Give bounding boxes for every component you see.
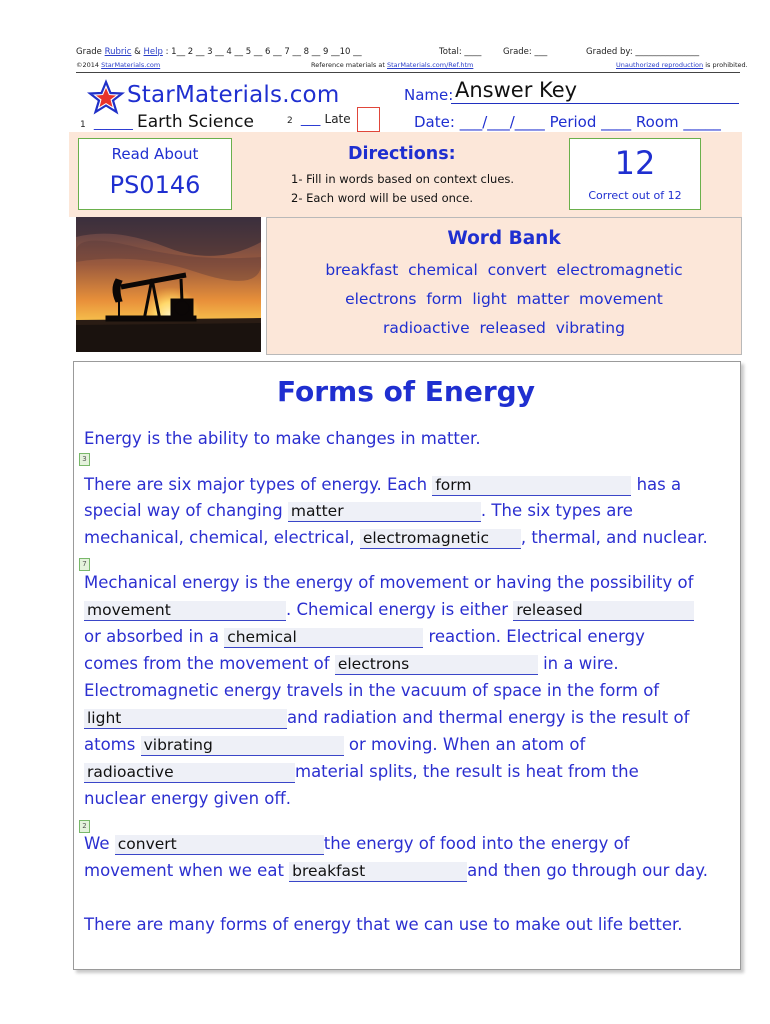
period-line[interactable]: ____ xyxy=(601,113,632,131)
p2-text-11: material splits, the result is heat from the xyxy=(295,762,639,781)
unauthorized-link[interactable]: Unauthorized reproduction xyxy=(616,61,704,69)
name-value: Answer Key xyxy=(455,78,578,102)
passage-title: Forms of Energy xyxy=(277,375,535,408)
p1-text-3: special way of changing xyxy=(84,501,283,520)
period-label: Period xyxy=(549,113,597,131)
subject-value: Earth Science xyxy=(137,112,254,132)
field1-number: 1 xyxy=(80,120,86,130)
p2-line-6 xyxy=(84,705,689,732)
directions-title: Directions: xyxy=(348,144,456,164)
direction-item-1: 1- Fill in words based on context clues. xyxy=(291,172,515,186)
direction-item-2: 2- Each word will be used once. xyxy=(291,191,473,205)
blank-breakfast[interactable]: breakfast xyxy=(289,862,467,882)
blank-radioactive[interactable]: radioactive xyxy=(84,763,295,783)
p3-text-2: the energy of food into the energy of xyxy=(323,834,630,853)
passage-closing: There are many forms of energy that we can use to make out life better. xyxy=(84,915,683,934)
blank-matter[interactable]: matter xyxy=(288,502,481,522)
question-count-1: 3 xyxy=(79,453,90,466)
help-link[interactable]: Help xyxy=(143,47,163,57)
total-field: Total: ____ xyxy=(439,47,482,57)
p2-text-4: reaction. Electrical energy xyxy=(428,627,645,646)
date-label: Date: xyxy=(414,113,455,131)
reference-line xyxy=(311,61,473,69)
p2-line-2 xyxy=(84,597,694,624)
room-label: Room xyxy=(635,113,679,131)
passage-intro: Energy is the ability to make changes in matter. xyxy=(84,429,481,448)
p2-text-2: . Chemical energy is either xyxy=(286,600,509,619)
p2-text-10: or moving. When an atom of xyxy=(348,735,586,754)
blank-movement[interactable]: movement xyxy=(84,601,286,621)
name-field[interactable] xyxy=(451,78,739,104)
p2-text-9: atoms xyxy=(84,735,136,754)
word-bank-line-1: breakfast chemical convert electromagnetic xyxy=(325,261,683,279)
late-checkbox[interactable] xyxy=(357,107,380,132)
field1-line: ______ xyxy=(93,116,133,131)
blank-form[interactable]: form xyxy=(432,476,631,496)
blank-convert[interactable]: convert xyxy=(115,835,324,855)
blank-electromagnetic[interactable]: electromagnetic xyxy=(360,529,521,549)
copyright-link[interactable]: StarMaterials.com xyxy=(101,61,161,69)
p3-text-4: and then go through our day. xyxy=(467,861,708,880)
word-bank-title: Word Bank xyxy=(447,228,561,249)
p1-text-5: mechanical, chemical, electrical, xyxy=(84,528,355,547)
grade-field: Grade: ___ xyxy=(503,47,548,57)
p2-line-7 xyxy=(84,732,585,759)
read-about-label: Read About xyxy=(111,145,199,163)
p2-line-4 xyxy=(84,651,619,678)
unauthorized-text: is prohibited. xyxy=(705,61,748,69)
word-bank xyxy=(266,217,742,355)
p3-text-1: We xyxy=(84,834,110,853)
field2-line: ___ xyxy=(300,112,321,127)
question-scores: : 1__ 2 __ 3 __ 4 __ 5 __ 6 __ 7 __ 8 __ 9 __10 __ xyxy=(165,47,362,57)
reference-link[interactable]: StarMaterials.com/Ref.htm xyxy=(387,61,474,69)
copyright-text: ©2014 xyxy=(76,61,100,69)
read-about-code[interactable]: PS0146 xyxy=(109,171,201,199)
room-line[interactable]: _____ xyxy=(683,113,721,131)
blank-chemical[interactable]: chemical xyxy=(224,628,423,648)
late-label: Late xyxy=(324,112,351,126)
copyright-line xyxy=(76,61,160,69)
p2-line-1: Mechanical energy is the energy of movement or having the possibility of xyxy=(84,573,694,592)
rubric-link[interactable]: Rubric xyxy=(104,47,132,57)
date-row xyxy=(414,113,721,131)
score-box xyxy=(569,138,701,210)
site-logo-text[interactable]: StarMaterials.com xyxy=(127,82,340,108)
p3-line-2 xyxy=(84,858,708,885)
star-logo-icon xyxy=(87,79,125,115)
p2-line-5: Electromagnetic energy travels in the vacuum of space in the form of xyxy=(84,681,660,700)
reference-text: Reference materials at xyxy=(311,61,385,69)
amp-text: & xyxy=(134,47,141,57)
question-count-2: 7 xyxy=(79,558,90,571)
field2-number: 2 xyxy=(287,116,293,126)
grade-label: Grade xyxy=(76,47,102,57)
blank-released[interactable]: released xyxy=(513,601,694,621)
blank-vibrating[interactable]: vibrating xyxy=(141,736,344,756)
blank-light[interactable]: light xyxy=(84,709,287,729)
question-count-3: 2 xyxy=(79,820,90,833)
p1-text-6: , thermal, and nuclear. xyxy=(520,528,708,547)
field2 xyxy=(287,112,351,127)
blank-electrons[interactable]: electrons xyxy=(335,655,538,675)
p2-line-3 xyxy=(84,624,645,651)
p1-line-3 xyxy=(84,525,708,552)
unauthorized-line xyxy=(616,61,748,69)
p3-text-3: movement when we eat xyxy=(84,861,284,880)
word-bank-line-2: electrons form light matter movement xyxy=(345,290,663,308)
p1-text-1: There are six major types of energy. Each xyxy=(84,475,428,494)
grade-rubric-line xyxy=(76,47,362,57)
p1-text-2: has a xyxy=(636,475,682,494)
p3-line-1 xyxy=(84,831,630,858)
word-bank-line-3: radioactive released vibrating xyxy=(383,319,625,337)
graded-by-field: Graded by: _______________ xyxy=(586,47,700,57)
top-divider xyxy=(76,72,740,73)
p2-line-8 xyxy=(84,759,639,786)
p1-line-2 xyxy=(84,498,633,525)
name-label: Name: xyxy=(404,86,454,104)
p2-text-8: and radiation and thermal energy is the result of xyxy=(287,708,690,727)
score-caption: Correct out of 12 xyxy=(588,189,682,202)
read-about-box xyxy=(78,138,232,210)
p1-text-4: . The six types are xyxy=(480,501,633,520)
p2-line-9: nuclear energy given off. xyxy=(84,789,291,808)
p2-text-6: in a wire. xyxy=(543,654,619,673)
score-value: 12 xyxy=(614,144,656,182)
oil-pump-photo xyxy=(76,217,261,352)
p2-text-3: or absorbed in a xyxy=(84,627,219,646)
date-line[interactable]: ___/___/____ xyxy=(459,113,545,131)
field1 xyxy=(80,112,254,132)
p1-line-1 xyxy=(84,472,681,499)
p2-text-5: comes from the movement of xyxy=(84,654,330,673)
